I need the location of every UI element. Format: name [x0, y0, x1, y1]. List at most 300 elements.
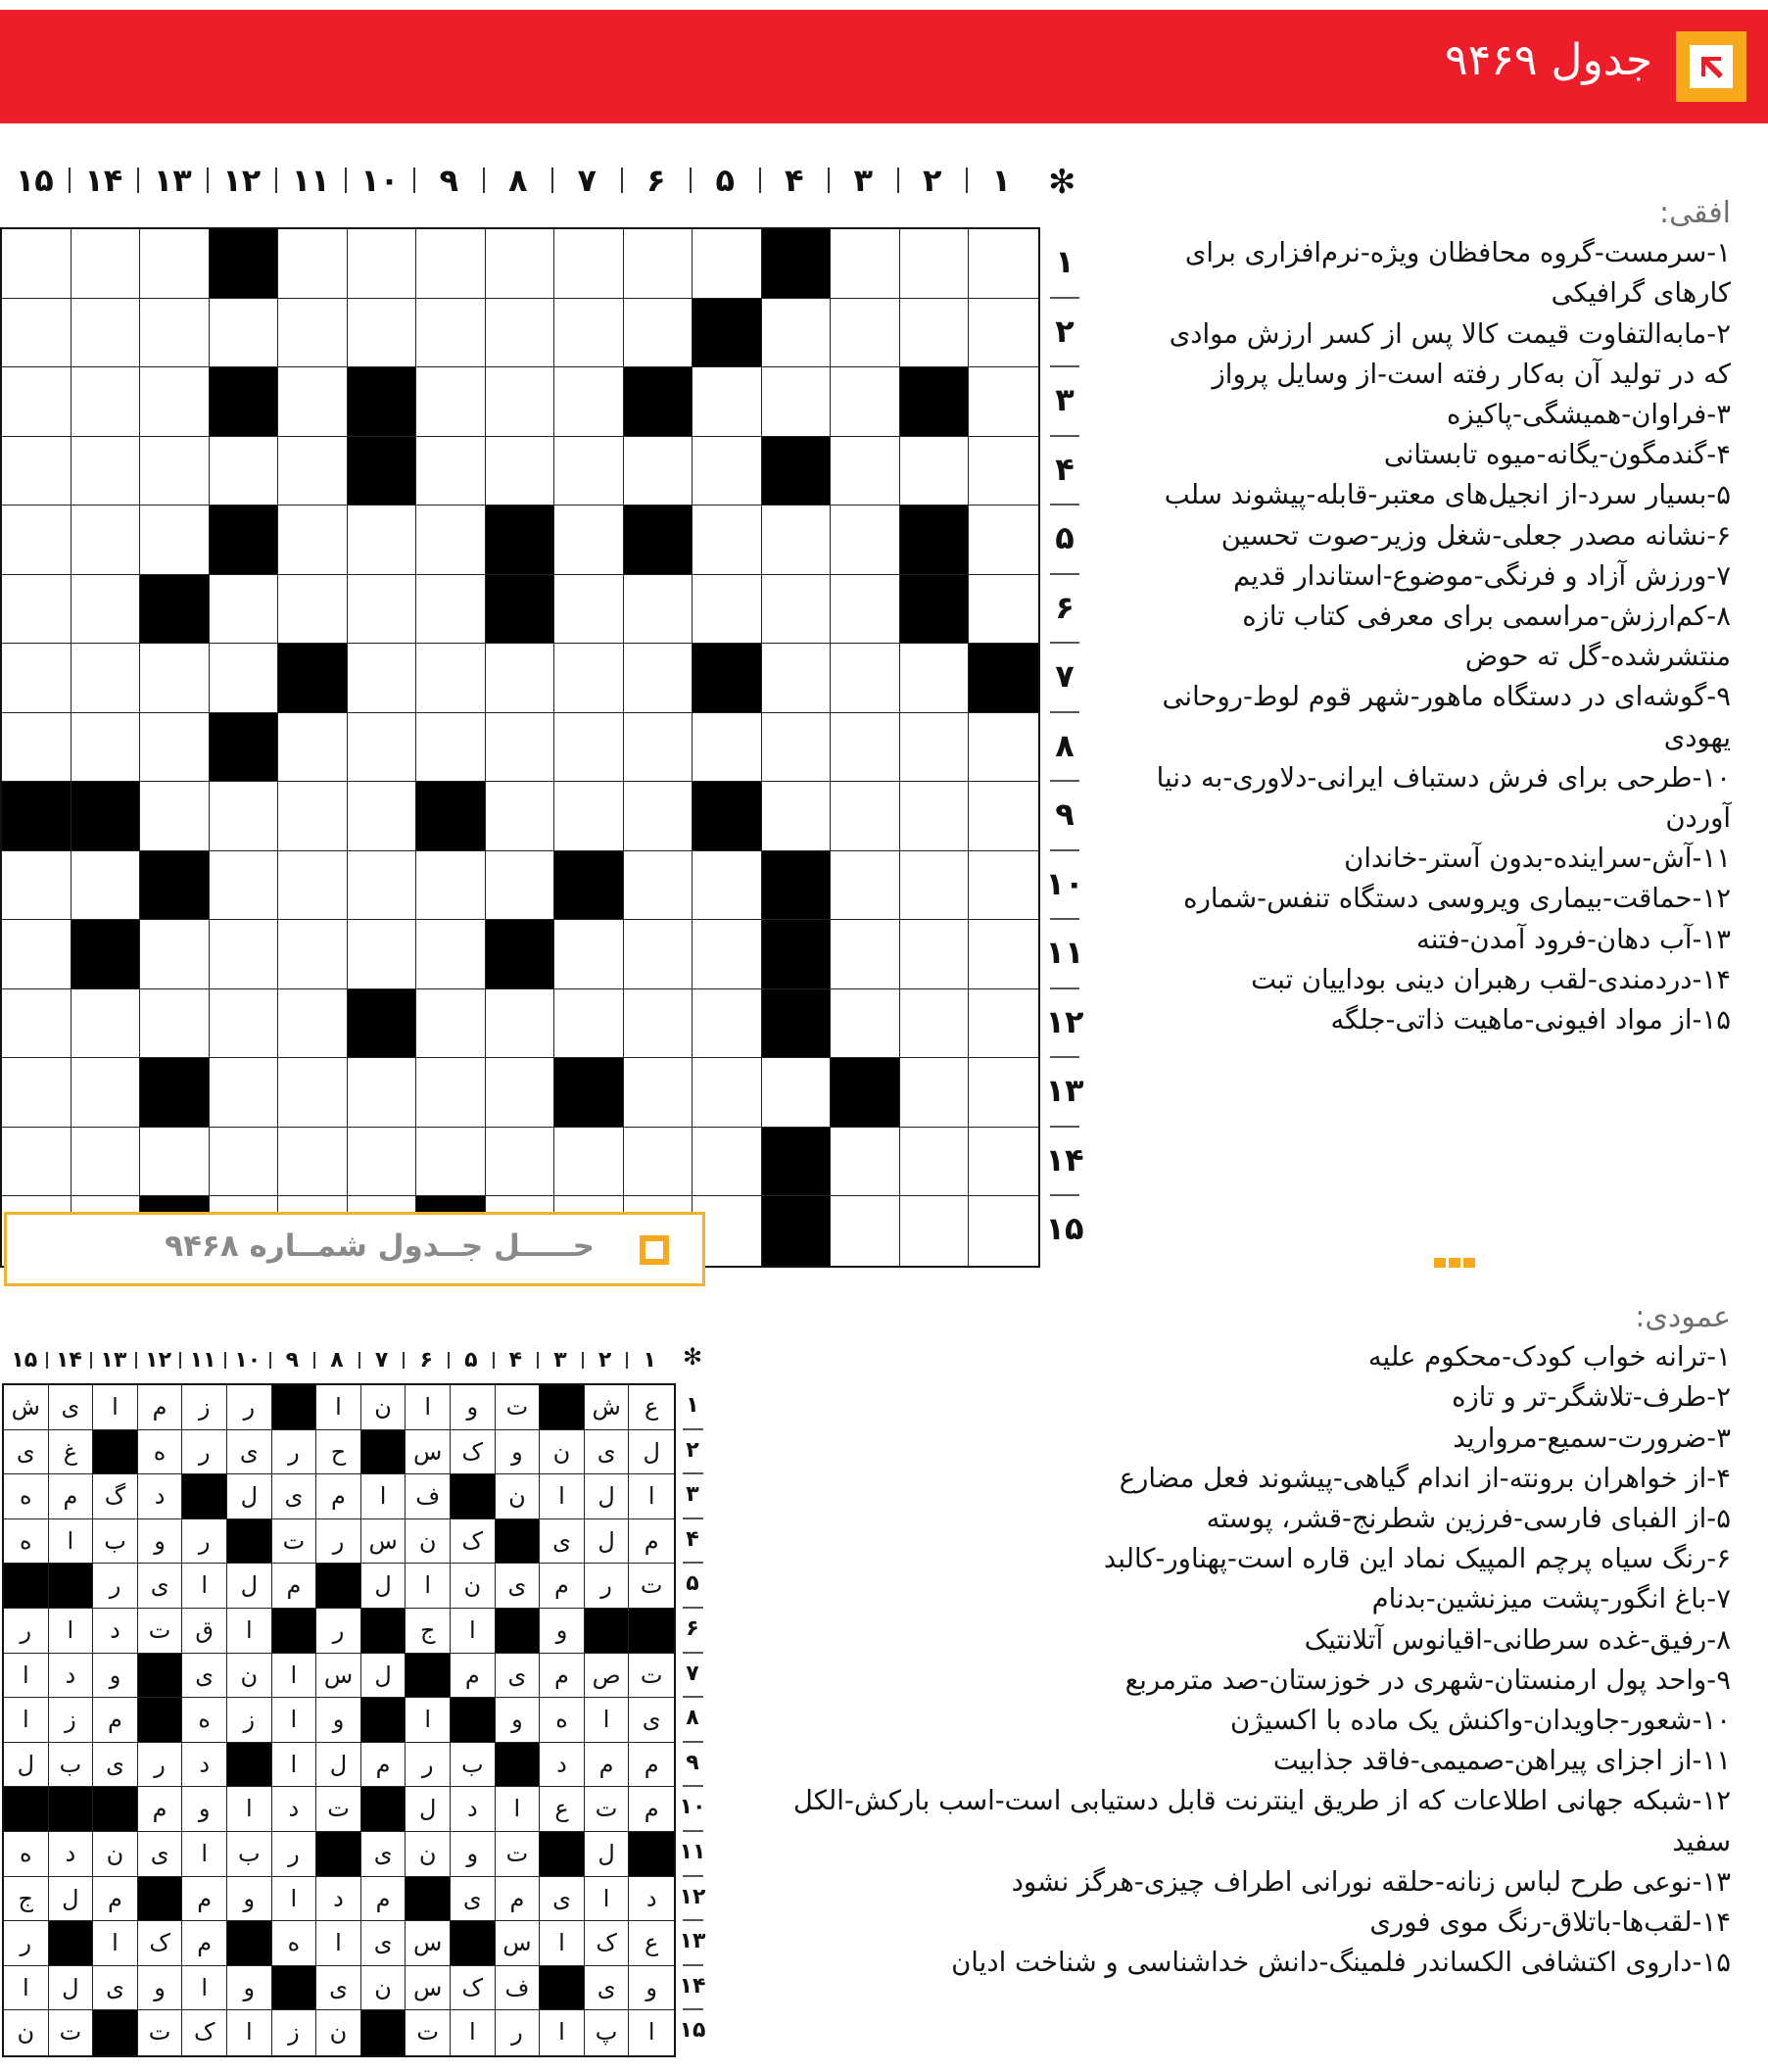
black-cell[interactable]	[969, 644, 1038, 713]
grid-cell[interactable]	[348, 644, 417, 713]
solution-cell: ز	[49, 1698, 94, 1743]
grid-cell[interactable]	[554, 575, 624, 645]
grid-cell[interactable]	[554, 229, 624, 299]
grid-cell[interactable]	[140, 644, 210, 713]
black-cell[interactable]	[210, 229, 279, 299]
black-cell	[49, 1921, 94, 1966]
solution-cell: ا	[227, 1609, 272, 1654]
down-clues	[784, 1297, 1731, 1983]
grid-cell[interactable]	[486, 299, 555, 368]
grid-cell[interactable]	[2, 989, 72, 1059]
solution-cell: پ	[585, 2010, 630, 2055]
black-cell	[496, 1609, 541, 1654]
grid-cell[interactable]	[969, 575, 1038, 645]
black-cell	[316, 1832, 361, 1877]
solution-cell: د	[49, 1832, 94, 1877]
grid-cell[interactable]	[900, 1196, 970, 1266]
grid-cell[interactable]	[624, 1058, 693, 1128]
row-number: ۱۳	[1045, 1072, 1084, 1109]
grid-cell[interactable]	[969, 1058, 1038, 1128]
black-cell[interactable]	[416, 782, 486, 851]
grid-cell[interactable]	[831, 1196, 900, 1266]
grid-cell[interactable]	[416, 575, 486, 645]
grid-cell[interactable]	[693, 437, 762, 506]
grid-cell[interactable]	[554, 782, 624, 851]
solution-cell: ی	[496, 1654, 541, 1699]
grid-cell[interactable]	[624, 1128, 693, 1197]
grid-cell[interactable]	[2, 920, 72, 989]
grid-cell[interactable]	[969, 1128, 1038, 1197]
grid-cell[interactable]	[969, 437, 1038, 506]
grid-cell[interactable]	[969, 851, 1038, 921]
row-number: ۱۳	[679, 1929, 706, 1954]
grid-cell[interactable]	[831, 713, 900, 783]
black-cell[interactable]	[278, 644, 348, 713]
grid-cell[interactable]	[969, 229, 1038, 299]
solution-cell: ه	[540, 1698, 585, 1743]
black-cell[interactable]	[554, 1058, 624, 1128]
solution-cell: ر	[227, 1385, 272, 1430]
crossword-grid	[0, 227, 1040, 1268]
grid-cell[interactable]	[624, 299, 693, 368]
black-cell	[629, 1609, 674, 1654]
grid-cell[interactable]	[900, 644, 970, 713]
grid-cell[interactable]	[762, 506, 832, 575]
grid-cell[interactable]	[72, 299, 141, 368]
grid-cell[interactable]	[72, 851, 141, 921]
column-number: ۲	[597, 1348, 612, 1373]
grid-cell[interactable]	[348, 1128, 417, 1197]
black-cell[interactable]	[72, 782, 141, 851]
solution-cell: ی	[585, 1430, 630, 1475]
black-cell[interactable]	[900, 575, 970, 645]
grid-cell[interactable]	[348, 229, 417, 299]
black-cell	[182, 1474, 227, 1519]
grid-cell[interactable]	[486, 851, 555, 921]
grid-cell[interactable]	[72, 713, 141, 783]
grid-cell[interactable]	[72, 367, 141, 437]
across-clue: ۱۱-آش-سراینده-بدون آستر-خاندان	[1344, 843, 1731, 875]
grid-cell[interactable]	[831, 367, 900, 437]
grid-cell[interactable]	[693, 920, 762, 989]
grid-cell[interactable]	[72, 506, 141, 575]
grid-cell[interactable]	[416, 989, 486, 1059]
solution-cell: ا	[227, 2010, 272, 2055]
grid-cell[interactable]	[693, 713, 762, 783]
black-cell[interactable]	[210, 713, 279, 783]
solution-cell: م	[585, 1743, 630, 1788]
grid-cell[interactable]	[554, 299, 624, 368]
grid-cell[interactable]	[210, 920, 279, 989]
row-number: ۲	[1055, 312, 1075, 350]
row-number: ۳	[1055, 381, 1075, 418]
row-number: ۱۲	[1045, 1002, 1084, 1040]
grid-cell[interactable]	[348, 1058, 417, 1128]
grid-cell[interactable]	[140, 437, 210, 506]
column-number: ۱۴	[84, 162, 123, 199]
grid-cell[interactable]	[554, 506, 624, 575]
grid-cell[interactable]	[72, 575, 141, 645]
black-cell[interactable]	[762, 989, 832, 1059]
grid-cell[interactable]	[969, 782, 1038, 851]
black-cell[interactable]	[486, 575, 555, 645]
grid-cell[interactable]	[486, 229, 555, 299]
grid-cell[interactable]	[831, 437, 900, 506]
grid-cell[interactable]	[416, 920, 486, 989]
row-number: ۱۰	[1045, 864, 1084, 902]
grid-cell[interactable]	[900, 782, 970, 851]
across-clue: ۴-گندمگون-یگانه-میوه تابستانی	[1383, 439, 1731, 471]
grid-cell[interactable]	[278, 506, 348, 575]
black-cell[interactable]	[624, 506, 693, 575]
grid-cell[interactable]	[72, 644, 141, 713]
grid-cell[interactable]	[2, 367, 72, 437]
black-cell[interactable]	[486, 920, 555, 989]
solution-cell: ا	[316, 1921, 361, 1966]
down-clue: ۱۰-شعور-جاویدان-واکنش یک ماده با اکسیژن	[1229, 1705, 1731, 1737]
black-cell[interactable]	[140, 575, 210, 645]
grid-cell[interactable]	[72, 989, 141, 1059]
grid-cell[interactable]	[624, 713, 693, 783]
grid-cell[interactable]	[831, 1128, 900, 1197]
black-cell[interactable]	[2, 782, 72, 851]
black-cell[interactable]	[210, 367, 279, 437]
grid-cell[interactable]	[554, 1128, 624, 1197]
black-cell[interactable]	[900, 506, 970, 575]
grid-cell[interactable]	[486, 644, 555, 713]
grid-cell[interactable]	[486, 989, 555, 1059]
grid-cell[interactable]	[969, 299, 1038, 368]
column-number: ۱۲	[145, 1348, 172, 1373]
grid-cell[interactable]	[900, 437, 970, 506]
grid-cell[interactable]	[210, 782, 279, 851]
grid-cell[interactable]	[831, 229, 900, 299]
grid-cell[interactable]	[969, 506, 1038, 575]
black-cell[interactable]	[486, 506, 555, 575]
grid-cell[interactable]	[624, 437, 693, 506]
black-cell[interactable]	[762, 1196, 832, 1266]
grid-cell[interactable]	[348, 506, 417, 575]
black-cell[interactable]	[900, 367, 970, 437]
column-number: ۲	[922, 162, 942, 199]
grid-cell[interactable]	[416, 713, 486, 783]
grid-cell[interactable]	[278, 851, 348, 921]
grid-cell[interactable]	[554, 367, 624, 437]
solution-cell: د	[451, 1787, 496, 1832]
down-clue: ۱۵-داروی اکتشافی الکساندر فلمینگ-دانش خداشناسی و شناخت ادیان	[951, 1947, 1731, 1979]
black-cell[interactable]	[693, 299, 762, 368]
grid-cell[interactable]	[140, 782, 210, 851]
grid-cell[interactable]	[2, 644, 72, 713]
column-number: ۴	[784, 162, 804, 199]
grid-cell[interactable]	[210, 851, 279, 921]
grid-cell[interactable]	[210, 1128, 279, 1197]
grid-cell[interactable]	[831, 989, 900, 1059]
grid-cell[interactable]	[486, 437, 555, 506]
black-cell[interactable]	[762, 229, 832, 299]
grid-cell[interactable]	[554, 644, 624, 713]
grid-cell[interactable]	[969, 1196, 1038, 1266]
solution-cell: ر	[272, 1832, 317, 1877]
black-cell[interactable]	[762, 920, 832, 989]
grid-cell[interactable]	[2, 229, 72, 299]
grid-cell[interactable]	[624, 575, 693, 645]
grid-cell[interactable]	[278, 1128, 348, 1197]
grid-cell[interactable]	[831, 575, 900, 645]
grid-cell[interactable]	[2, 1058, 72, 1128]
grid-cell[interactable]	[624, 229, 693, 299]
solution-cell: م	[540, 1654, 585, 1699]
black-cell	[272, 1609, 317, 1654]
grid-cell[interactable]	[762, 644, 832, 713]
grid-cell[interactable]	[486, 782, 555, 851]
grid-cell[interactable]	[554, 437, 624, 506]
black-cell[interactable]	[72, 920, 141, 989]
grid-cell[interactable]	[348, 851, 417, 921]
grid-cell[interactable]	[693, 506, 762, 575]
grid-cell[interactable]	[348, 713, 417, 783]
black-cell	[138, 1877, 183, 1922]
grid-cell[interactable]	[831, 920, 900, 989]
grid-cell[interactable]	[969, 920, 1038, 989]
black-cell[interactable]	[348, 437, 417, 506]
solution-cell: س	[406, 1921, 451, 1966]
grid-cell[interactable]	[554, 920, 624, 989]
solution-cell: ی	[451, 1877, 496, 1922]
black-cell[interactable]	[762, 1128, 832, 1197]
solution-cell: م	[496, 1877, 541, 1922]
grid-cell[interactable]	[140, 229, 210, 299]
grid-cell[interactable]	[210, 644, 279, 713]
grid-cell[interactable]	[624, 920, 693, 989]
solution-cell: ع	[629, 1921, 674, 1966]
grid-cell[interactable]	[210, 437, 279, 506]
grid-cell[interactable]	[140, 1128, 210, 1197]
solution-cell: ی	[361, 1832, 406, 1877]
grid-cell[interactable]	[900, 989, 970, 1059]
black-cell[interactable]	[762, 851, 832, 921]
column-number: ۱۳	[153, 162, 192, 199]
black-cell[interactable]	[762, 437, 832, 506]
grid-cell[interactable]	[348, 782, 417, 851]
grid-cell[interactable]	[72, 1058, 141, 1128]
solution-cell: ت	[629, 1564, 674, 1609]
grid-cell[interactable]	[693, 851, 762, 921]
solution-cell: س	[406, 1430, 451, 1475]
solution-cell: ر	[585, 1564, 630, 1609]
solution-cell: م	[49, 1474, 94, 1519]
grid-cell[interactable]	[278, 367, 348, 437]
grid-cell[interactable]	[278, 299, 348, 368]
grid-cell[interactable]	[140, 920, 210, 989]
grid-cell[interactable]	[348, 575, 417, 645]
grid-cell[interactable]	[416, 437, 486, 506]
grid-cell[interactable]	[969, 713, 1038, 783]
grid-cell[interactable]	[900, 1128, 970, 1197]
grid-cell[interactable]	[140, 367, 210, 437]
solution-cell: م	[361, 1877, 406, 1922]
grid-cell[interactable]	[2, 1128, 72, 1197]
column-number: ۶	[645, 162, 666, 199]
solution-cell: ن	[316, 2010, 361, 2055]
grid-cell[interactable]	[969, 989, 1038, 1059]
solution-cell: ز	[227, 1698, 272, 1743]
puzzle-logo-icon	[1676, 31, 1746, 102]
grid-cell[interactable]	[416, 851, 486, 921]
grid-cell[interactable]	[900, 851, 970, 921]
grid-cell[interactable]	[210, 575, 279, 645]
black-cell	[451, 1474, 496, 1519]
grid-cell[interactable]	[278, 920, 348, 989]
grid-cell[interactable]	[486, 1128, 555, 1197]
black-cell[interactable]	[348, 989, 417, 1059]
grid-cell[interactable]	[486, 367, 555, 437]
grid-cell[interactable]	[210, 1058, 279, 1128]
grid-cell[interactable]	[278, 229, 348, 299]
across-clue: ۵-بسیار سرد-از انجیل‌های معتبر-قابله-پیشوند سلب	[1164, 479, 1731, 511]
black-cell[interactable]	[693, 782, 762, 851]
black-cell[interactable]	[140, 1058, 210, 1128]
grid-cell[interactable]	[693, 367, 762, 437]
grid-cell[interactable]	[2, 506, 72, 575]
grid-cell[interactable]	[900, 920, 970, 989]
grid-cell[interactable]	[693, 989, 762, 1059]
grid-cell[interactable]	[140, 299, 210, 368]
solution-cell: ه	[182, 1698, 227, 1743]
grid-cell[interactable]	[416, 644, 486, 713]
grid-cell[interactable]	[140, 989, 210, 1059]
grid-cell[interactable]	[624, 851, 693, 921]
black-cell[interactable]	[210, 506, 279, 575]
solution-cell: ش	[4, 1385, 49, 1430]
black-cell[interactable]	[831, 1058, 900, 1128]
grid-cell[interactable]	[831, 644, 900, 713]
grid-cell[interactable]	[486, 1058, 555, 1128]
grid-cell[interactable]	[72, 1128, 141, 1197]
grid-cell[interactable]	[278, 989, 348, 1059]
grid-cell[interactable]	[693, 1128, 762, 1197]
row-number: ۶	[686, 1616, 699, 1641]
grid-cell[interactable]	[348, 920, 417, 989]
grid-cell[interactable]	[278, 575, 348, 645]
black-cell[interactable]	[554, 851, 624, 921]
grid-cell[interactable]	[693, 575, 762, 645]
grid-cell[interactable]	[762, 1058, 832, 1128]
solution-cell: ا	[93, 1385, 138, 1430]
grid-cell[interactable]	[416, 506, 486, 575]
solution-cell: ر	[272, 1430, 317, 1475]
solution-cell: ا	[540, 1474, 585, 1519]
across-clue: ۱۵-از مواد افیونی-ماهیت ذاتی-جلگه	[1330, 1004, 1731, 1036]
grid-cell[interactable]	[278, 782, 348, 851]
solution-cell: ا	[496, 1787, 541, 1832]
solution-cell: و	[227, 1877, 272, 1922]
grid-cell[interactable]	[554, 713, 624, 783]
black-cell[interactable]	[624, 367, 693, 437]
black-cell[interactable]	[693, 644, 762, 713]
black-cell	[540, 1832, 585, 1877]
solution-cell: ه	[4, 1519, 49, 1565]
grid-cell[interactable]	[762, 713, 832, 783]
column-number: ۷	[374, 1348, 389, 1373]
solution-cell: و	[227, 1966, 272, 2011]
grid-cell[interactable]	[762, 299, 832, 368]
column-number: ۱	[643, 1348, 656, 1373]
grid-cell[interactable]	[278, 1058, 348, 1128]
solution-cell: م	[93, 1698, 138, 1743]
grid-cell[interactable]	[2, 851, 72, 921]
down-clue: ۶-رنگ سیاه پرچم المپیک نماد این قاره است-پهناور-کالبد	[1103, 1543, 1731, 1575]
black-cell	[585, 1609, 630, 1654]
grid-cell[interactable]	[762, 575, 832, 645]
solution-banner	[4, 1212, 705, 1286]
black-cell[interactable]	[348, 367, 417, 437]
row-number: ۹	[686, 1750, 699, 1775]
grid-cell[interactable]	[2, 713, 72, 783]
grid-cell[interactable]	[348, 299, 417, 368]
grid-cell[interactable]	[486, 713, 555, 783]
grid-cell[interactable]	[140, 506, 210, 575]
solution-cell: م	[629, 1743, 674, 1788]
grid-cell[interactable]	[278, 437, 348, 506]
grid-cell[interactable]	[624, 989, 693, 1059]
grid-cell[interactable]	[831, 782, 900, 851]
column-number: ۸	[330, 1348, 344, 1373]
grid-cell[interactable]	[624, 782, 693, 851]
across-clue: ۱۴-دردمندی-لقب رهبران دینی بوداییان تبت	[1251, 963, 1731, 995]
black-cell	[93, 2010, 138, 2055]
grid-cell[interactable]	[416, 229, 486, 299]
solution-cell: و	[316, 1698, 361, 1743]
grid-cell[interactable]	[624, 644, 693, 713]
grid-cell[interactable]	[900, 299, 970, 368]
grid-cell[interactable]	[969, 367, 1038, 437]
grid-cell[interactable]	[416, 1058, 486, 1128]
grid-cell[interactable]	[831, 851, 900, 921]
grid-cell[interactable]	[831, 299, 900, 368]
grid-cell[interactable]	[900, 229, 970, 299]
grid-cell[interactable]	[762, 782, 832, 851]
solution-cell: ر	[316, 1519, 361, 1565]
grid-cell[interactable]	[693, 1058, 762, 1128]
column-number: ۷	[577, 162, 597, 199]
solution-cell: ر	[496, 2010, 541, 2055]
grid-cell[interactable]	[762, 367, 832, 437]
grid-cell[interactable]	[210, 989, 279, 1059]
column-number: ۶	[419, 1348, 433, 1373]
grid-cell[interactable]	[210, 299, 279, 368]
grid-cell[interactable]	[2, 437, 72, 506]
grid-cell[interactable]	[831, 506, 900, 575]
grid-cell[interactable]	[900, 713, 970, 783]
grid-cell[interactable]	[416, 1128, 486, 1197]
grid-cell[interactable]	[2, 575, 72, 645]
grid-cell[interactable]	[900, 1058, 970, 1128]
grid-cell[interactable]	[693, 229, 762, 299]
grid-cell[interactable]	[554, 989, 624, 1059]
grid-cell[interactable]	[416, 367, 486, 437]
grid-cell[interactable]	[72, 437, 141, 506]
grid-cell[interactable]	[278, 713, 348, 783]
black-cell[interactable]	[140, 851, 210, 921]
row-number: ۱	[686, 1393, 699, 1418]
grid-cell[interactable]	[2, 299, 72, 368]
grid-cell[interactable]	[416, 299, 486, 368]
grid-cell[interactable]	[72, 229, 141, 299]
solution-cell: ا	[316, 1385, 361, 1430]
grid-cell[interactable]	[140, 713, 210, 783]
row-number: ۱۲	[679, 1884, 706, 1909]
